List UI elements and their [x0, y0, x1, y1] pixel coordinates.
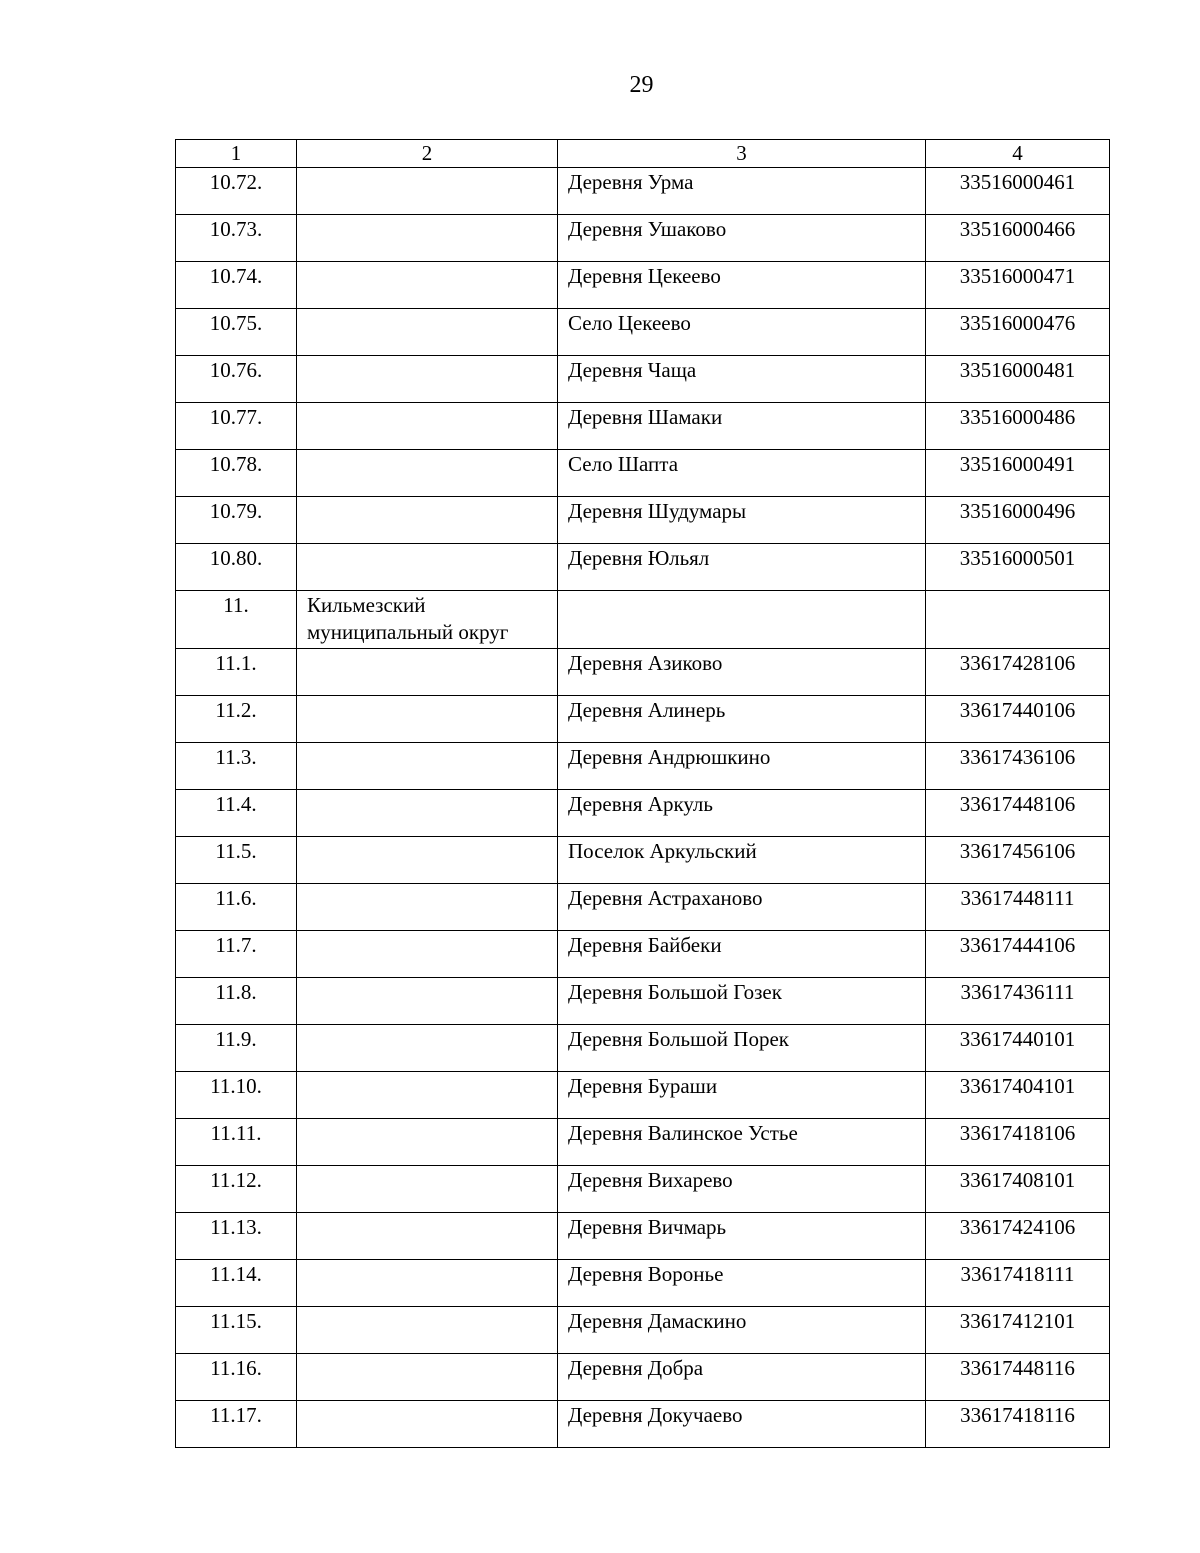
- table-row: [176, 309, 1110, 356]
- table-row: [176, 1166, 1110, 1213]
- oktmo-code: 33617456106: [926, 837, 1110, 884]
- district-cell: [297, 497, 558, 544]
- oktmo-code: 33516000491: [926, 450, 1110, 497]
- oktmo-code: 33516000461: [926, 168, 1110, 215]
- district-cell: [297, 1260, 558, 1307]
- table-row: [176, 1307, 1110, 1354]
- table-row: [176, 544, 1110, 591]
- oktmo-code: 33617418116: [926, 1401, 1110, 1448]
- district-cell: [297, 309, 558, 356]
- district-cell: [297, 403, 558, 450]
- oktmo-code: 33617448116: [926, 1354, 1110, 1401]
- settlement-name: Деревня Вихарево: [558, 1166, 926, 1213]
- table-row: [176, 356, 1110, 403]
- table-row: [176, 215, 1110, 262]
- settlement-name: Деревня Валинское Устье: [558, 1119, 926, 1166]
- oktmo-code: 33617424106: [926, 1213, 1110, 1260]
- district-cell: [297, 1401, 558, 1448]
- row-number: 11.3.: [176, 743, 297, 790]
- table-row: [176, 1401, 1110, 1448]
- row-number: 10.76.: [176, 356, 297, 403]
- row-number: 10.75.: [176, 309, 297, 356]
- district-cell: [297, 591, 558, 649]
- settlement-name: Деревня Цекеево: [558, 262, 926, 309]
- oktmo-code: 33617440106: [926, 696, 1110, 743]
- district-name-line-1: Кильмезский: [307, 593, 426, 617]
- district-cell: [297, 696, 558, 743]
- settlement-name: Деревня Вичмарь: [558, 1213, 926, 1260]
- table-row: [176, 1025, 1110, 1072]
- row-number: 11.13.: [176, 1213, 297, 1260]
- settlement-name: Деревня Воронье: [558, 1260, 926, 1307]
- district-cell: [297, 790, 558, 837]
- settlement-name: Деревня Докучаево: [558, 1401, 926, 1448]
- table-row: [176, 1354, 1110, 1401]
- settlement-name: Деревня Ушаково: [558, 215, 926, 262]
- oktmo-code: 33516000496: [926, 497, 1110, 544]
- row-number: 10.72.: [176, 168, 297, 215]
- district-cell: [297, 884, 558, 931]
- oktmo-code: 33617440101: [926, 1025, 1110, 1072]
- oktmo-code: 33516000481: [926, 356, 1110, 403]
- district-cell: [297, 837, 558, 884]
- row-number: 11.10.: [176, 1072, 297, 1119]
- district-cell: [297, 262, 558, 309]
- table-row: [176, 403, 1110, 450]
- oktmo-code: 33516000471: [926, 262, 1110, 309]
- oktmo-code: [926, 591, 1110, 649]
- district-cell: [297, 168, 558, 215]
- settlement-name: Деревня Чаща: [558, 356, 926, 403]
- column-header-1: 1: [176, 140, 297, 168]
- row-number: 11.2.: [176, 696, 297, 743]
- settlement-name: Деревня Юльял: [558, 544, 926, 591]
- row-number: 11.7.: [176, 931, 297, 978]
- row-number: 11.16.: [176, 1354, 297, 1401]
- district-cell: [297, 450, 558, 497]
- table-row: [176, 884, 1110, 931]
- district-cell: [297, 743, 558, 790]
- settlement-name: Деревня Добра: [558, 1354, 926, 1401]
- row-number: 10.74.: [176, 262, 297, 309]
- district-cell: [297, 978, 558, 1025]
- settlement-name: Деревня Андрюшкино: [558, 743, 926, 790]
- table-row: [176, 1213, 1110, 1260]
- district-cell: [297, 544, 558, 591]
- oktmo-code: 33617448111: [926, 884, 1110, 931]
- row-number: 11.6.: [176, 884, 297, 931]
- oktmo-code: 33617418106: [926, 1119, 1110, 1166]
- row-number: 10.78.: [176, 450, 297, 497]
- row-number: 11.8.: [176, 978, 297, 1025]
- row-number: 10.79.: [176, 497, 297, 544]
- oktmo-code: 33516000466: [926, 215, 1110, 262]
- row-number: 11.: [176, 591, 297, 649]
- settlement-name: Деревня Урма: [558, 168, 926, 215]
- table-row: [176, 1119, 1110, 1166]
- table-row: [176, 168, 1110, 215]
- table-row: [176, 837, 1110, 884]
- settlement-name: Деревня Шамаки: [558, 403, 926, 450]
- settlement-name: Деревня Дамаскино: [558, 1307, 926, 1354]
- settlement-name: Деревня Шудумары: [558, 497, 926, 544]
- table-row: [176, 696, 1110, 743]
- district-cell: [297, 1307, 558, 1354]
- district-cell: [297, 1213, 558, 1260]
- district-cell: [297, 1354, 558, 1401]
- oktmo-code: 33617448106: [926, 790, 1110, 837]
- district-cell: [297, 356, 558, 403]
- district-cell: [297, 1025, 558, 1072]
- table-row: [176, 1260, 1110, 1307]
- oktmo-code: 33617436111: [926, 978, 1110, 1025]
- oktmo-code: 33617444106: [926, 931, 1110, 978]
- row-number: 10.80.: [176, 544, 297, 591]
- settlement-name: Село Шапта: [558, 450, 926, 497]
- row-number: 11.11.: [176, 1119, 297, 1166]
- settlement-name: Деревня Алинерь: [558, 696, 926, 743]
- district-cell: [297, 1119, 558, 1166]
- district-heading-row: [176, 591, 1110, 649]
- table-row: [176, 743, 1110, 790]
- district-cell: [297, 931, 558, 978]
- table-row: [176, 978, 1110, 1025]
- table-row: [176, 497, 1110, 544]
- column-header-2: 2: [297, 140, 558, 168]
- oktmo-code: 33617404101: [926, 1072, 1110, 1119]
- settlements-table: [175, 139, 1110, 1448]
- row-number: 11.5.: [176, 837, 297, 884]
- table-row: [176, 262, 1110, 309]
- table-header: [176, 140, 1110, 168]
- settlement-name: Село Цекеево: [558, 309, 926, 356]
- oktmo-code: 33516000476: [926, 309, 1110, 356]
- district-cell: [297, 215, 558, 262]
- oktmo-code: 33617408101: [926, 1166, 1110, 1213]
- table-body: [176, 168, 1110, 1448]
- table-row: [176, 931, 1110, 978]
- oktmo-code: 33516000486: [926, 403, 1110, 450]
- district-cell: [297, 1072, 558, 1119]
- table-row: [176, 1072, 1110, 1119]
- row-number: 11.17.: [176, 1401, 297, 1448]
- row-number: 11.12.: [176, 1166, 297, 1213]
- oktmo-code: 33617412101: [926, 1307, 1110, 1354]
- row-number: 11.4.: [176, 790, 297, 837]
- row-number: 11.9.: [176, 1025, 297, 1072]
- row-number: 10.77.: [176, 403, 297, 450]
- settlement-name: Деревня Большой Порек: [558, 1025, 926, 1072]
- row-number: 11.15.: [176, 1307, 297, 1354]
- row-number: 11.1.: [176, 649, 297, 696]
- header-row: [176, 140, 1110, 168]
- table-row: [176, 649, 1110, 696]
- oktmo-code: 33617418111: [926, 1260, 1110, 1307]
- settlement-name: Деревня Большой Гозек: [558, 978, 926, 1025]
- district-cell: [297, 1166, 558, 1213]
- settlement-name: Поселок Аркульский: [558, 837, 926, 884]
- column-header-3: 3: [558, 140, 926, 168]
- settlement-name: Деревня Аркуль: [558, 790, 926, 837]
- row-number: 10.73.: [176, 215, 297, 262]
- district-name-line-2: муниципальный округ: [307, 620, 509, 644]
- oktmo-code: 33617436106: [926, 743, 1110, 790]
- column-header-4: 4: [926, 140, 1110, 168]
- oktmo-code: 33516000501: [926, 544, 1110, 591]
- settlement-name: Деревня Бураши: [558, 1072, 926, 1119]
- district-cell: [297, 649, 558, 696]
- table-row: [176, 450, 1110, 497]
- settlement-name: Деревня Астраханово: [558, 884, 926, 931]
- table-row: [176, 790, 1110, 837]
- settlement-name: Деревня Азиково: [558, 649, 926, 696]
- page-number: 29: [629, 72, 654, 98]
- settlement-name: Деревня Байбеки: [558, 931, 926, 978]
- settlement-name: [558, 591, 926, 649]
- oktmo-code: 33617428106: [926, 649, 1110, 696]
- row-number: 11.14.: [176, 1260, 297, 1307]
